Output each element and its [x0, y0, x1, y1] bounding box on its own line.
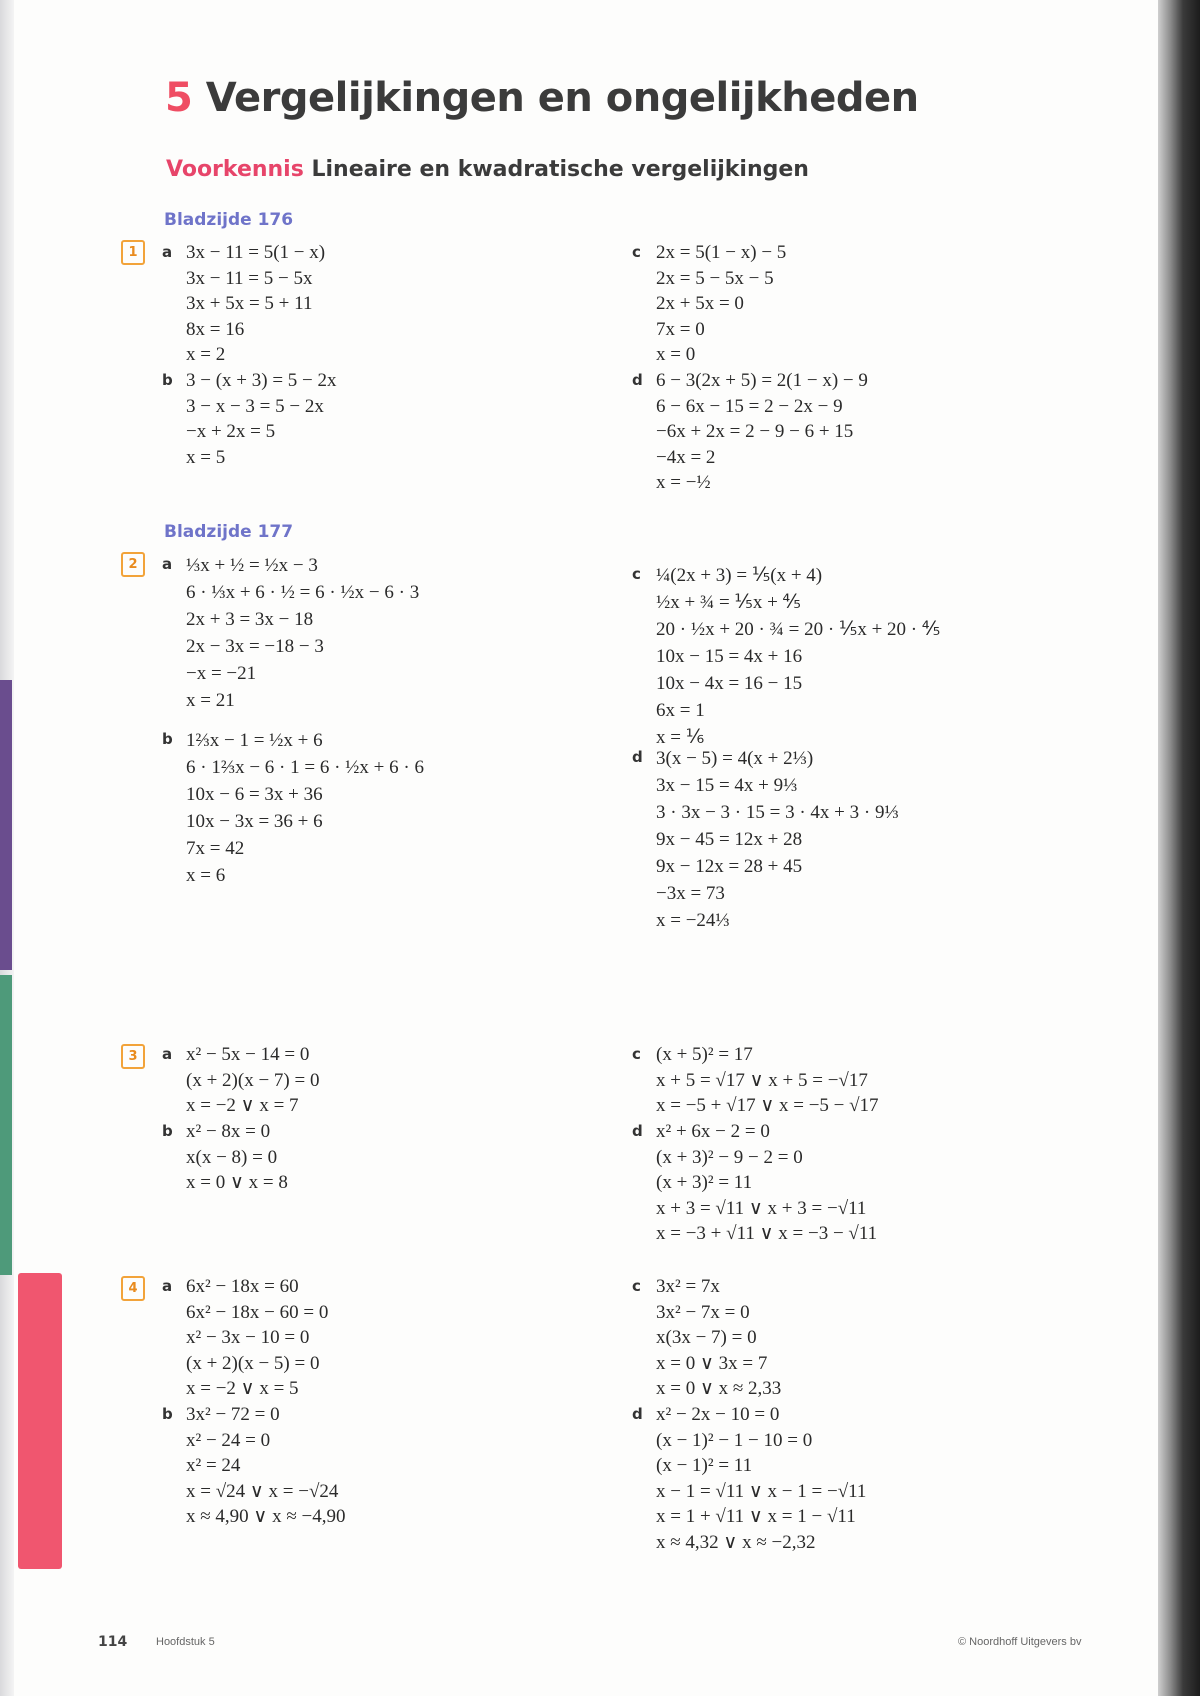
equation-line: (x + 2)(x − 5) = 0: [186, 1352, 320, 1374]
equation-line: 6x² − 18x − 60 = 0: [186, 1301, 329, 1323]
equation-line: 3 − x − 3 = 5 − 2x: [186, 395, 324, 417]
solution-lines: [656, 745, 899, 934]
footer-chapter: Hoofdstuk 5: [156, 1636, 215, 1648]
part-label: b: [162, 371, 173, 389]
equation-line: 2x + 5x = 0: [656, 293, 744, 314]
equation-line: (x + 3)² − 9 − 2 = 0: [656, 1146, 803, 1168]
chapter-number: 5: [165, 75, 193, 121]
equation-line: 3x − 15 = 4x + 9⅓: [656, 775, 798, 796]
equation-line: 8x = 16: [186, 318, 245, 340]
footer-copyright: © Noordhoff Uitgevers bv: [958, 1636, 1082, 1648]
equation-line: 20 · ½x + 20 · ¾ = 20 · ⅕x + 20 · ⅘: [656, 619, 941, 640]
equation-line: (x − 1)² − 1 − 10 = 0: [656, 1429, 813, 1451]
exercise-number: 3: [121, 1044, 145, 1069]
equation-line: 3x² − 7x = 0: [656, 1301, 750, 1323]
equation-line: 6 · 1⅔x − 6 · 1 = 6 · ½x + 6 · 6: [186, 757, 424, 778]
equation-line: x = 0 ∨ 3x = 7: [656, 1352, 768, 1374]
equation-line: ¼(2x + 3) = ⅕(x + 4): [656, 565, 823, 586]
part-label: d: [632, 371, 643, 389]
equation-line: −4x = 2: [656, 446, 716, 468]
equation-line: x = −2 ∨ x = 7: [186, 1095, 299, 1116]
equation-line: x = 21: [186, 690, 235, 711]
chapter-tab-pink: [18, 1273, 62, 1569]
solution-lines: [656, 1042, 879, 1119]
part-label: c: [632, 1277, 641, 1295]
solution-lines: [186, 552, 419, 714]
part-label: b: [162, 1122, 173, 1140]
equation-line: 2x − 3x = −18 − 3: [186, 636, 324, 657]
equation-line: 6x = 1: [656, 700, 705, 721]
equation-line: x(x − 8) = 0: [186, 1146, 278, 1168]
page-binding-edge: [1158, 0, 1200, 1696]
part-label: d: [632, 1405, 643, 1423]
equation-line: (x + 5)² = 17: [656, 1044, 753, 1065]
exercise-number: 1: [121, 240, 145, 265]
equation-line: x = √24 ∨ x = −√24: [186, 1480, 339, 1502]
equation-line: x² − 5x − 14 = 0: [186, 1044, 310, 1065]
equation-line: −x = −21: [186, 663, 257, 684]
equation-line: x² − 24 = 0: [186, 1429, 271, 1451]
equation-line: x² + 6x − 2 = 0: [656, 1121, 770, 1142]
equation-line: x = −3 + √11 ∨ x = −3 − √11: [656, 1223, 878, 1244]
equation-line: 7x = 42: [186, 838, 245, 859]
equation-line: x(3x − 7) = 0: [656, 1327, 757, 1348]
solution-lines: [656, 562, 940, 751]
equation-line: 3(x − 5) = 4(x + 2⅓): [656, 748, 814, 769]
equation-line: x² − 3x − 10 = 0: [186, 1327, 310, 1348]
equation-line: x = 2: [186, 344, 226, 365]
equation-line: 9x − 12x = 28 + 45: [656, 856, 803, 877]
equation-line: x ≈ 4,90 ∨ x ≈ −4,90: [186, 1506, 346, 1527]
equation-line: 2x = 5 − 5x − 5: [656, 267, 774, 289]
equation-line: x = −½: [656, 472, 711, 493]
solution-lines: [656, 368, 868, 496]
equation-line: x = 0 ∨ x ≈ 2,33: [656, 1378, 782, 1399]
equation-line: 6 − 3(2x + 5) = 2(1 − x) − 9: [656, 370, 868, 391]
equation-line: 6 · ⅓x + 6 · ½ = 6 · ½x − 6 · 3: [186, 582, 420, 603]
equation-line: 6x² − 18x = 60: [186, 1276, 299, 1297]
solution-lines: [656, 1402, 866, 1555]
equation-line: x = 1 + √11 ∨ x = 1 − √11: [656, 1506, 856, 1527]
equation-line: x = 0: [656, 344, 696, 365]
equation-line: −3x = 73: [656, 883, 725, 904]
part-label: a: [162, 555, 173, 573]
equation-line: 1⅔x − 1 = ½x + 6: [186, 730, 323, 751]
solution-lines: [186, 368, 337, 470]
equation-line: ⅓x + ½ = ½x − 3: [186, 555, 318, 576]
equation-line: (x + 2)(x − 7) = 0: [186, 1069, 320, 1091]
solution-lines: [656, 1119, 877, 1247]
equation-line: 10x − 15 = 4x + 16: [656, 646, 803, 667]
part-label: c: [632, 1045, 641, 1063]
part-label: a: [162, 243, 173, 261]
part-label: a: [162, 1045, 173, 1063]
solution-lines: [186, 727, 424, 889]
equation-line: 3x − 11 = 5 − 5x: [186, 267, 313, 289]
exercise-number: 2: [121, 552, 145, 577]
equation-line: 2x + 3 = 3x − 18: [186, 609, 314, 630]
chapter-tab-green: [0, 975, 12, 1275]
equation-line: 3x + 5x = 5 + 11: [186, 293, 313, 314]
equation-line: x + 5 = √17 ∨ x + 5 = −√17: [656, 1069, 868, 1091]
part-label: c: [632, 243, 641, 261]
footer-page-number: 114: [98, 1634, 128, 1650]
chapter-title: [165, 75, 919, 121]
equation-line: −6x + 2x = 2 − 9 − 6 + 15: [656, 421, 854, 442]
equation-line: 10x − 6 = 3x + 36: [186, 784, 323, 805]
exercise-number: 4: [121, 1276, 145, 1301]
equation-line: 3 − (x + 3) = 5 − 2x: [186, 370, 337, 391]
equation-line: x² − 8x = 0: [186, 1121, 271, 1142]
part-label: d: [632, 1122, 643, 1140]
equation-line: x + 3 = √11 ∨ x + 3 = −√11: [656, 1197, 867, 1219]
equation-line: 3x² − 72 = 0: [186, 1404, 280, 1425]
solution-lines: [656, 1274, 781, 1402]
equation-line: (x − 1)² = 11: [656, 1455, 753, 1476]
part-label: c: [632, 565, 641, 583]
chapter-tab-purple: [0, 680, 12, 970]
section-title: [166, 157, 809, 182]
equation-line: 3x − 11 = 5(1 − x): [186, 242, 326, 263]
page-ref-176: Bladzijde 176: [164, 210, 294, 230]
equation-line: 9x − 45 = 12x + 28: [656, 829, 803, 850]
solution-lines: [656, 240, 786, 368]
part-label: b: [162, 1405, 173, 1423]
equation-line: 2x = 5(1 − x) − 5: [656, 242, 787, 263]
equation-line: 3 · 3x − 3 · 15 = 3 · 4x + 3 · 9⅓: [656, 802, 899, 823]
solution-lines: [186, 1274, 328, 1402]
equation-line: x = −24⅓: [656, 910, 730, 931]
section-title-text: Lineaire en kwadratische vergelijkingen: [311, 157, 809, 182]
equation-line: x = ⅙: [656, 727, 705, 748]
equation-line: −x + 2x = 5: [186, 421, 276, 442]
equation-line: x = 0 ∨ x = 8: [186, 1172, 288, 1193]
solution-lines: [186, 1119, 288, 1196]
equation-line: x² = 24: [186, 1455, 241, 1476]
equation-line: 7x = 0: [656, 318, 705, 340]
equation-line: 10x − 4x = 16 − 15: [656, 673, 803, 694]
solution-lines: [186, 1042, 319, 1119]
part-label: d: [632, 748, 643, 766]
equation-line: 10x − 3x = 36 + 6: [186, 811, 323, 832]
part-label: a: [162, 1277, 173, 1295]
section-prefix: Voorkennis: [166, 157, 304, 182]
solution-lines: [186, 1402, 345, 1530]
equation-line: x ≈ 4,32 ∨ x ≈ −2,32: [656, 1531, 816, 1553]
part-label: b: [162, 730, 173, 748]
equation-line: x = −2 ∨ x = 5: [186, 1378, 299, 1399]
equation-line: x² − 2x − 10 = 0: [656, 1404, 780, 1425]
page-ref-177: Bladzijde 177: [164, 522, 294, 542]
solution-lines: [186, 240, 325, 368]
equation-line: x = 6: [186, 865, 226, 886]
equation-line: 6 − 6x − 15 = 2 − 2x − 9: [656, 395, 843, 417]
equation-line: x − 1 = √11 ∨ x − 1 = −√11: [656, 1480, 867, 1502]
equation-line: 3x² = 7x: [656, 1276, 720, 1297]
chapter-title-text: Vergelijkingen en ongelijkheden: [205, 75, 919, 121]
equation-line: (x + 3)² = 11: [656, 1172, 753, 1193]
equation-line: x = 5: [186, 446, 226, 468]
equation-line: ½x + ¾ = ⅕x + ⅘: [656, 592, 801, 613]
equation-line: x = −5 + √17 ∨ x = −5 − √17: [656, 1095, 879, 1116]
